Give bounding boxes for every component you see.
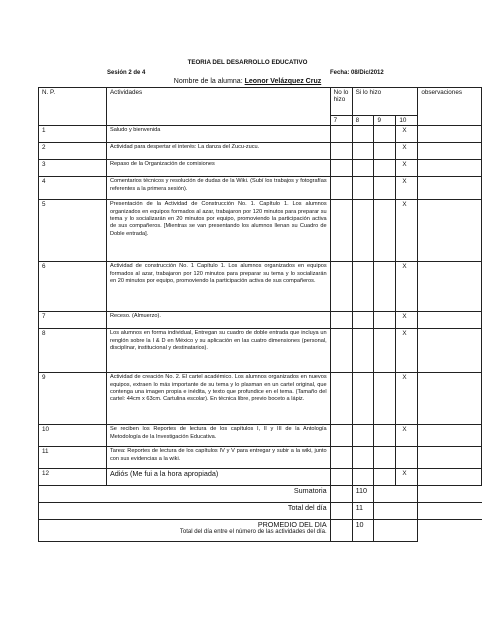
cell-score-8 [352,262,374,312]
column-header-activities: Actividades [106,88,330,126]
cell-score-10: X [396,425,418,447]
column-header-observations: observaciones [418,88,482,126]
cell-score-9 [374,177,396,200]
row-number: 5 [39,200,107,262]
summary-empty [374,486,418,503]
promedio-row-value: 10 [352,520,374,542]
summary-no-cell [330,486,352,503]
activity-description: Adiós (Me fui a la hora apropiada) [106,469,330,486]
document-title: TEORIA DEL DESARROLLO EDUCATIVO [187,59,308,66]
table-row [39,312,482,329]
promedio-row-note: Total del día entre el número de las actividades del día. [179,528,327,535]
cell-score-10: X [396,126,418,143]
score-header: 7 [330,116,352,126]
table-row [39,177,482,200]
cell-observations [418,160,482,177]
promedio-row-label-cell [106,520,330,542]
cell-no-lo-hizo [330,177,352,200]
header-row [39,88,482,116]
cell-score-10: X [396,469,418,486]
summary-spacer [39,486,107,503]
summary-observations [418,503,482,520]
cell-score-10: X [396,373,418,425]
activity-description: Repaso de la Organización de comisiones [106,160,330,177]
student-line [0,78,495,85]
column-header-no-lo-hizo: No lo hizo [330,88,352,116]
table-row [39,126,482,143]
summary-spacer [39,520,107,542]
sumatoria-row-label: Sumatoria [293,486,327,496]
activity-description: Presentación de la Actividad de Construcción No. 1. Capítulo 1. Los alumnos organizados en equipos formados al azar, trabajaron por 120 minutos para preparar su tema y lo socializarán en 20 minutos por equipo, promoviendo la participación activa de sus compañeros. [Mientras se van presentando los alumnos llenan su Cuadro de Doble entrada]. [106,200,330,262]
promedio-row-label: PROMEDIO DEL DIA [257,520,327,530]
table-row [39,200,482,262]
row-number: 4 [39,177,107,200]
cell-observations [418,126,482,143]
total-row-label: Total del día [287,503,327,513]
row-number: 6 [39,262,107,312]
score-header: 10 [396,116,418,126]
summary-empty [374,520,418,542]
student-name: Leonor Velázquez Cruz [244,78,322,85]
cell-no-lo-hizo [330,200,352,262]
row-number: 10 [39,425,107,447]
row-number: 11 [39,447,107,469]
summary-observations [418,486,482,503]
cell-score-9 [374,312,396,329]
row-number: 8 [39,329,107,373]
date-label: Fecha: 08/Dic/2012 [330,70,384,76]
cell-score-9 [374,200,396,262]
cell-observations [418,447,482,469]
cell-score-8 [352,469,374,486]
cell-observations [418,373,482,425]
summary-empty [374,503,418,520]
summary-no-cell [330,503,352,520]
cell-observations [418,177,482,200]
cell-score-10: X [396,262,418,312]
cell-score-8 [352,143,374,160]
table-row [39,425,482,447]
cell-no-lo-hizo [330,447,352,469]
summary-spacer [39,503,107,520]
cell-score-10: X [396,143,418,160]
cell-score-8 [352,200,374,262]
activity-description: Tarea: Reportes de lectura de los capítulos IV y V para entregar y subir a la wiki, junto con sus evidencias a la wiki. [106,447,330,469]
row-number: 12 [39,469,107,486]
row-number: 2 [39,143,107,160]
score-header: 9 [374,116,396,126]
cell-score-9 [374,329,396,373]
cell-no-lo-hizo [330,126,352,143]
table-row [39,143,482,160]
activity-description: Actividad para despertar el interés: La danza del Zucu-zucu. [106,143,330,160]
activity-description: Los alumnos en forma individual, Entregan su cuadro de doble entrada que incluya un renglón sobre la I & D en México y su aplicación en las cuatro dimensiones (personal, disciplinar, institucional y destinatarios). [106,329,330,373]
activity-description: Saludo y bienvenida [106,126,330,143]
cell-score-9 [374,160,396,177]
activities-table [38,87,482,542]
activity-description: Se reciben los Reportes de lectura de los capítulos I, II y III de la Antología Metodología de la Investigación Educativa. [106,425,330,447]
student-label: Nombre de la alumna: [173,78,245,85]
table-row [39,329,482,373]
row-number: 1 [39,126,107,143]
cell-no-lo-hizo [330,160,352,177]
cell-observations [418,329,482,373]
cell-no-lo-hizo [330,312,352,329]
cell-no-lo-hizo [330,329,352,373]
activity-description: Receso. (Almuerzo). [106,312,330,329]
cell-score-8 [352,177,374,200]
table-row [39,469,482,486]
sumatoria-row [39,486,482,503]
total-row [39,503,482,520]
cell-score-8 [352,373,374,425]
cell-no-lo-hizo [330,425,352,447]
cell-observations [418,425,482,447]
score-header: 8 [352,116,374,126]
table-row [39,160,482,177]
table-row [39,447,482,469]
cell-score-8 [352,425,374,447]
total-row-label-cell [106,503,330,520]
summary-observations [418,520,482,542]
row-number: 7 [39,312,107,329]
cell-no-lo-hizo [330,469,352,486]
cell-score-9 [374,373,396,425]
cell-observations [418,469,482,486]
cell-observations [418,143,482,160]
cell-score-10: X [396,177,418,200]
cell-score-8 [352,312,374,329]
cell-no-lo-hizo [330,262,352,312]
cell-no-lo-hizo [330,373,352,425]
session-label: Sesión 2 de 4 [107,70,146,76]
cell-observations [418,312,482,329]
column-header-si-lo-hizo: Si lo hizo [352,88,418,116]
activity-description: Comentarios técnicos y resolución de dudas de la Wiki. (Subí los trabajos y fotografías referentes a la primera sesión). [106,177,330,200]
promedio-row [39,520,482,542]
activity-description: Actividad de creación No. 2. El cartel académico. Los alumnos organizados en nuevos equipos, extraen lo más importante de su tema y lo plasman en un cartel original, que contenga una imagen propia e inédita, y texto que profundice en el tema. (Tamaño del cartel: 44cm x 63cm. Cartulina escolar). En técnica libre, previo boceto a lápiz. [106,373,330,425]
cell-score-8 [352,447,374,469]
cell-score-9 [374,126,396,143]
sumatoria-row-value: 110 [352,486,374,503]
activity-description: Actividad de construcción No. 1 Capítulo 1. Los alumnos organizados en equipos formados al azar, trabajaron por 120 minutos para preparar su tema y lo socializarán en 20 minutos por equipo, promoviendo la participación activa de sus compañeros. [106,262,330,312]
cell-score-10: X [396,160,418,177]
cell-score-10 [396,447,418,469]
cell-score-9 [374,425,396,447]
table-row [39,262,482,312]
table-row [39,373,482,425]
cell-score-9 [374,143,396,160]
cell-no-lo-hizo [330,143,352,160]
column-header-np: N. P. [39,88,107,126]
cell-score-9 [374,262,396,312]
cell-score-10: X [396,329,418,373]
cell-score-8 [352,126,374,143]
cell-score-10: X [396,312,418,329]
cell-score-8 [352,329,374,373]
row-number: 3 [39,160,107,177]
row-number: 9 [39,373,107,425]
cell-score-9 [374,447,396,469]
summary-no-cell [330,520,352,542]
cell-observations [418,262,482,312]
cell-score-10: X [396,200,418,262]
sumatoria-row-label-cell [106,486,330,503]
cell-score-9 [374,469,396,486]
total-row-value: 11 [352,503,374,520]
cell-observations [418,200,482,262]
cell-score-8 [352,160,374,177]
